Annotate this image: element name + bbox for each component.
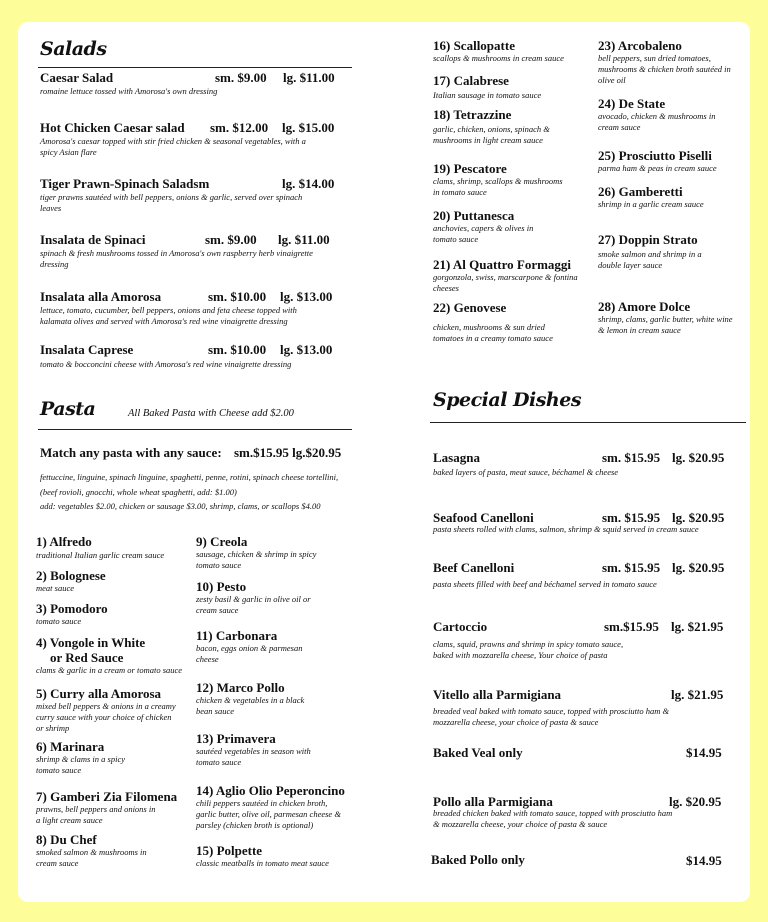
salad-name: Caesar Salad [40, 70, 114, 85]
pasta-extra-types: (beef rovioli, gnocchi, whole wheat spaghetti, add: $1.00) [40, 487, 237, 497]
sauce-desc: sausage, chicken & shrimp in spicy tomato sauce [196, 549, 317, 570]
special-price-lg: lg. $20.95 [672, 560, 725, 575]
salad-price-sm: sm. $10.00 [208, 342, 267, 357]
sauce-name: 10) Pesto [196, 579, 247, 594]
sauce-desc: classic meatballs in tomato meat sauce [196, 858, 329, 868]
special-name: Vitello alla Parmigiana [433, 687, 562, 702]
salad-desc: tomato & bocconcini cheese with Amorosa's red wine vinaigrette dressing [40, 359, 292, 369]
sauce-item [36, 535, 196, 561]
salad-price-lg: lg. $15.00 [282, 120, 335, 135]
special-desc: breaded chicken baked with tomato sauce, topped with prosciutto ham & mozzarella cheese, your choice of pasta & sauce [433, 808, 673, 829]
sauce-name: 26) Gamberetti [598, 184, 683, 199]
sauce-item [196, 580, 331, 616]
sauce-name: 8) Du Chef [36, 832, 97, 847]
sauce-desc: chicken & vegetables in a black bean sauce [196, 695, 305, 716]
sauce-desc: zesty basil & garlic in olive oil or cream sauce [196, 594, 311, 615]
sauce-name: 17) Calabrese [433, 73, 509, 88]
salad-name: Insalata alla Amorosa [40, 289, 162, 304]
sauce-name: 24) De State [598, 96, 666, 111]
salad-price-lg: lg. $13.00 [280, 342, 333, 357]
salad-name: Insalata Caprese [40, 342, 134, 357]
special-desc: breaded veal baked with tomato sauce, topped with prosciutto ham & mozzarella cheese, your choice of pasta & sauce [433, 706, 670, 727]
sauce-desc: shrimp & clams in a spicy tomato sauce [36, 754, 126, 775]
sauce-name: 14) Aglio Olio Peperoncino [196, 783, 345, 798]
sauce-item [598, 185, 738, 210]
sauce-name: 12) Marco Pollo [196, 680, 285, 695]
sauce-name: 23) Arcobaleno [598, 38, 682, 53]
special-name: Seafood Canelloni [433, 510, 534, 525]
sauce-item [36, 789, 178, 826]
pasta-note: All Baked Pasta with Cheese add $2.00 [128, 408, 294, 419]
sauce-item [598, 39, 733, 86]
special-price-sm: sm. $15.95 [602, 450, 661, 465]
sauce-name: 18) Tetrazzine [433, 107, 512, 122]
special-desc: pasta sheets filled with beef and béchamel served in tomato sauce [433, 579, 657, 589]
sauce-desc: mixed bell peppers & onions in a creamy curry sauce with your choice of chicken or shrimp [36, 701, 176, 733]
salad-desc: spinach & fresh mushrooms tossed in Amorosa's own raspberry herb vinaigrette dressing [40, 248, 313, 269]
sauce-desc: bell peppers, sun dried tomatoes, mushrooms & chicken broth sautéed in olive oil [598, 53, 731, 85]
sauce-desc: smoked salmon & mushrooms in cream sauce [36, 847, 147, 868]
sauce-desc: clams, shrimp, scallops & mushrooms in tomato sauce [433, 176, 563, 197]
sauce-item [433, 74, 563, 101]
sauce-name: 16) Scallopatte [433, 38, 515, 53]
sauce-name: 3) Pomodoro [36, 601, 108, 616]
sauce-item [598, 149, 743, 174]
sauce-name: 9) Creola [196, 534, 248, 549]
special-name: Pollo alla Parmigiana [433, 794, 553, 809]
sauce-item [36, 636, 214, 676]
pasta-addons: add: vegetables $2.00, chicken or sausage $3.00, shrimp, clams, or scallops $4.00 [40, 501, 321, 511]
sauce-name: 25) Prosciutto Piselli [598, 148, 712, 163]
sauce-name: 6) Marinara [36, 739, 105, 754]
special-name: Baked Pollo only [431, 852, 525, 867]
sauce-desc: bacon, eggs onion & parmesan cheese [196, 643, 303, 664]
special-name: Baked Veal only [433, 745, 523, 760]
salad-desc: romaine lettuce tossed with Amorosa's own dressing [40, 86, 218, 96]
salad-price-sm: sm. $9.00 [215, 70, 267, 85]
sauce-desc: avocado, chicken & mushrooms in cream sauce [598, 111, 716, 132]
sauce-desc: sautéed vegetables in season with tomato sauce [196, 746, 311, 767]
sauce-item [196, 535, 326, 571]
special-price: $14.95 [686, 853, 722, 868]
sauce-item [196, 629, 321, 665]
menu-page [18, 22, 750, 902]
special-price-lg: lg. $21.95 [671, 619, 724, 634]
special-price-sm: sm. $15.95 [602, 510, 661, 525]
sauce-desc: clams & garlic in a cream or tomato sauce [36, 665, 183, 675]
sauce-item [36, 602, 196, 627]
sauce-item [598, 233, 723, 271]
sauce-desc: tomato sauce [36, 616, 82, 626]
sauce-item [433, 39, 583, 64]
pasta-types: fettuccine, linguine, spinach linguine, spaghetti, penne, rotini, spinach cheese tortellini, [40, 472, 339, 482]
sauce-name: 13) Primavera [196, 731, 276, 746]
salad-price-lg: lg. $11.00 [278, 232, 330, 247]
sauce-item [196, 784, 348, 831]
special-price-lg: lg. $20.95 [669, 794, 722, 809]
sauce-item [36, 569, 196, 594]
special-price-lg: lg. $21.95 [671, 687, 724, 702]
special-name: Beef Canelloni [433, 560, 515, 575]
salad-price-sm: sm. $9.00 [205, 232, 257, 247]
sauce-name: 20) Puttanesca [433, 208, 515, 223]
sauce-name: 15) Polpette [196, 843, 263, 858]
special-desc: pasta sheets rolled with clams, salmon, shrimp & squid served in cream sauce [433, 524, 699, 534]
sauce-item [598, 97, 728, 133]
salad-desc: Amorosa's caesar topped with stir fried chicken & seasonal vegetables, with a spicy Asian flare [40, 136, 306, 157]
sauce-desc: garlic, chicken, onions, spinach & mushrooms in light cream sauce [433, 124, 550, 145]
special-rule [430, 422, 746, 423]
sauce-desc: shrimp in a garlic cream sauce [598, 199, 704, 209]
pasta-title: Pasta [40, 398, 96, 420]
salad-price-sm: sm. $12.00 [210, 120, 269, 135]
sauce-item [36, 833, 156, 869]
sauce-name: 28) Amore Dolce [598, 299, 691, 314]
sauce-name: 19) Pescatore [433, 161, 507, 176]
salads-title: Salads [40, 38, 107, 60]
sauce-desc: shrimp, clams, garlic butter, white wine & lemon in cream sauce [598, 314, 733, 335]
salad-price-lg: lg. $14.00 [282, 176, 335, 191]
salad-price-lg: lg. $13.00 [280, 289, 333, 304]
sauce-name: 27) Doppin Strato [598, 232, 698, 247]
special-title: Special Dishes [433, 389, 582, 411]
sauce-item [598, 300, 733, 336]
special-name: Cartoccio [433, 619, 488, 634]
salad-desc: lettuce, tomato, cucumber, bell peppers, onions and feta cheese topped with kalamata olives and served with Amorosa's red wine vinaigrette dressing [40, 305, 297, 326]
salad-name: Tiger Prawn-Spinach Saladsm [40, 176, 210, 191]
sauce-item [196, 681, 321, 717]
special-price: $14.95 [686, 745, 722, 760]
special-price-sm: sm.$15.95 [604, 619, 659, 634]
sauce-item [433, 162, 563, 198]
sauce-item [196, 844, 356, 869]
sauce-item [433, 258, 583, 294]
special-price-sm: sm. $15.95 [602, 560, 661, 575]
special-name: Lasagna [433, 450, 480, 465]
sauce-name-cont: or Red Sauce [50, 650, 124, 665]
sauce-desc: anchovies, capers & olives in tomato sauce [433, 223, 534, 244]
sauce-item [433, 301, 573, 344]
salad-price-lg: lg. $11.00 [283, 70, 335, 85]
sauce-item [196, 732, 321, 768]
sauce-name: 11) Carbonara [196, 628, 278, 643]
sauce-name: 7) Gamberi Zia Filomena [36, 789, 178, 804]
special-price-lg: lg. $20.95 [672, 450, 725, 465]
sauce-name: 1) Alfredo [36, 534, 92, 549]
sauce-desc: gorgonzola, swiss, marscarpone & fontina cheeses [433, 272, 578, 293]
pasta-match: Match any pasta with any sauce: [40, 445, 222, 460]
sauce-desc: traditional Italian garlic cream sauce [36, 550, 165, 560]
salads-rule [38, 67, 352, 68]
sauce-desc: smoke salmon and shrimp in a double layer sauce [598, 249, 702, 270]
salad-price-sm: sm. $10.00 [208, 289, 267, 304]
salad-item [40, 70, 352, 96]
sauce-desc: Italian sausage in tomato sauce [433, 90, 542, 100]
sauce-name: 2) Bolognese [36, 568, 106, 583]
sauce-item [433, 209, 553, 245]
pasta-rule [38, 429, 352, 430]
sauce-name: 4) Vongole in White [36, 635, 146, 650]
special-desc: clams, squid, prawns and shrimp in spicy tomato sauce, baked with mozzarella cheese, Your choice of pasta [433, 639, 624, 660]
special-price-lg: lg. $20.95 [672, 510, 725, 525]
sauce-desc: chicken, mushrooms & sun dried tomatoes in a creamy tomato sauce [433, 322, 553, 343]
salad-desc: tiger prawns sautéed with bell peppers, onions & garlic, served over spinach leaves [40, 192, 303, 213]
pasta-match-price: sm.$15.95 lg.$20.95 [234, 445, 342, 460]
sauce-name: 21) Al Quattro Formaggi [433, 257, 572, 272]
sauce-name: 22) Genovese [433, 300, 507, 315]
sauce-desc: scallops & mushrooms in cream sauce [433, 53, 564, 63]
special-desc: baked layers of pasta, meat sauce, béchamel & cheese [433, 467, 619, 477]
salad-name: Insalata de Spinaci [40, 232, 146, 247]
sauce-desc: meat sauce [36, 583, 75, 593]
sauce-item [36, 740, 146, 776]
sauce-name: 5) Curry alla Amorosa [36, 686, 162, 701]
sauce-desc: chili peppers sautéed in chicken broth, garlic butter, olive oil, parmesan cheese & parsley (chicken broth is optional) [196, 798, 341, 830]
sauce-desc: prawns, bell peppers and onions in a light cream sauce [36, 804, 156, 825]
sauce-item [36, 687, 176, 734]
salad-name: Hot Chicken Caesar salad [40, 120, 185, 135]
sauce-item [433, 108, 568, 146]
sauce-desc: parma ham & peas in cream sauce [598, 163, 717, 173]
